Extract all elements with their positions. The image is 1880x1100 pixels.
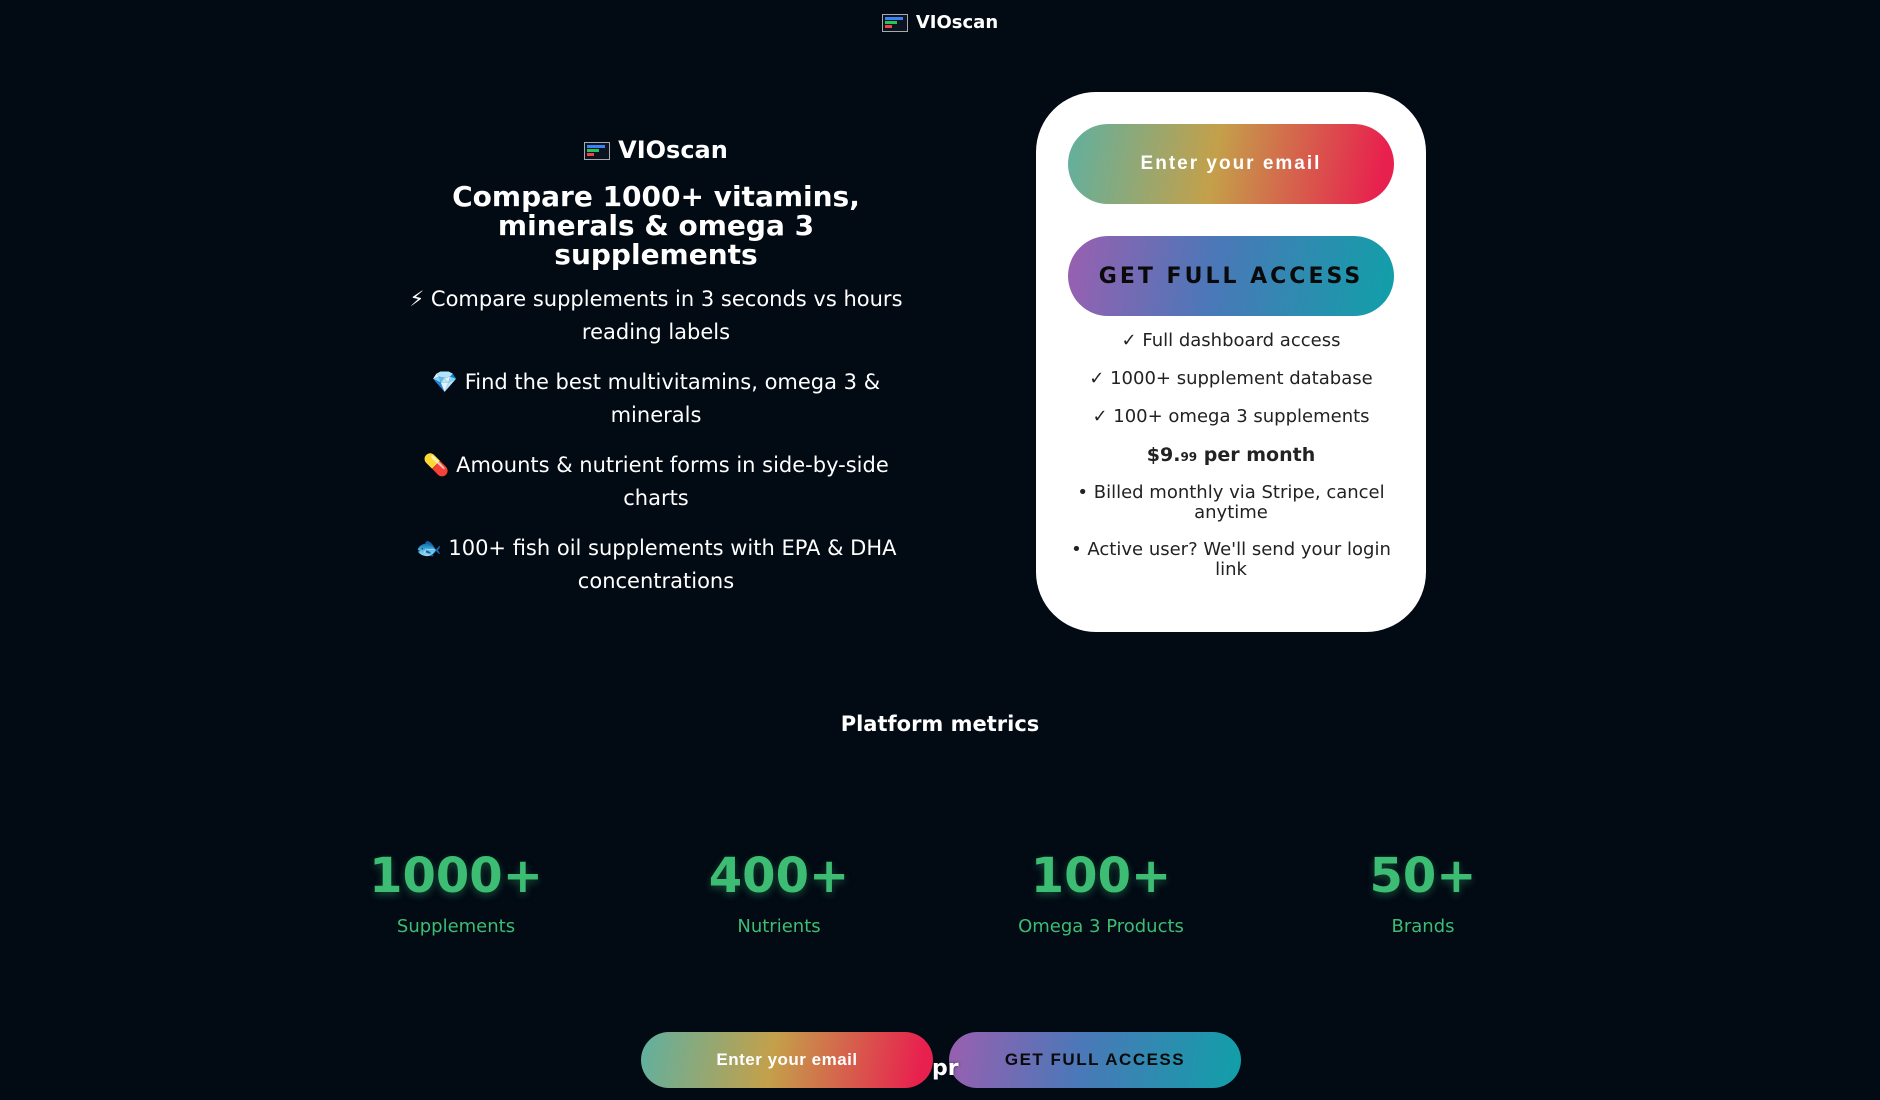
feature-text: Amounts & nutrient forms in side-by-side charts [456,453,889,510]
price [1056,444,1406,466]
metric-label: Supplements [396,916,516,937]
feature-text: Find the best multivitamins, omega 3 & minerals [464,370,881,427]
feature-text: Compare supplements in 3 seconds vs hours reading labels [430,287,903,344]
logo-icon [584,142,610,160]
hero-title [396,182,916,269]
metric-value: 50+ [1369,848,1477,904]
metric-value: 400+ [708,848,850,904]
metric-value: 1000+ [369,848,543,904]
metric-nutrients [629,848,929,937]
obscured-heading: pr [932,1056,959,1081]
metric-label: Nutrients [737,916,821,937]
signup-card [1036,92,1426,632]
feature-item [396,449,916,515]
pill-icon: 💊 [423,453,450,477]
logo-icon [882,14,908,32]
metric-label: Brands [1391,916,1455,937]
sticky-get-full-access-button[interactable]: GET FULL ACCESS [949,1032,1241,1088]
benefits-list [1056,330,1406,597]
get-full-access-button[interactable]: GET FULL ACCESS [1068,236,1394,316]
benefit-item: ✓ 1000+ supplement database [1089,368,1373,389]
price-period: per month [1203,444,1316,466]
hero-brand-name: VIOscan [618,136,728,164]
login-note: • Active user? We'll send your login link [1071,539,1391,580]
feature-text: 100+ fish oil supplements with EPA & DHA concentrations [448,536,897,593]
metric-label: Omega 3 Products [1018,916,1184,937]
fish-icon: 🐟 [415,536,442,560]
title-line-1: Compare 1000+ vitamins, [452,180,860,213]
price-main: $9. [1146,444,1181,466]
lightning-icon: ⚡ [409,287,425,311]
title-line-2: minerals & omega 3 supplements [497,209,815,271]
billing-note: • Billed monthly via Stripe, cancel anytime [1077,482,1385,523]
hero-brand [396,136,916,164]
metric-omega3 [951,848,1251,937]
top-brand[interactable] [0,12,1880,33]
feature-item [396,283,916,349]
feature-item [396,532,916,598]
benefit-item: ✓ 100+ omega 3 supplements [1092,406,1370,427]
hero-section [396,136,916,615]
feature-item [396,366,916,432]
brand-name: VIOscan [915,12,999,33]
metric-supplements [306,848,606,937]
metrics-title: Platform metrics [840,712,1040,736]
sticky-email-input[interactable]: Enter your email [641,1032,933,1088]
benefit-item: ✓ Full dashboard access [1121,330,1341,351]
email-input[interactable]: Enter your email [1068,124,1394,204]
metric-brands [1273,848,1573,937]
metric-value: 100+ [1030,848,1172,904]
price-cents: 99 [1180,450,1198,464]
gem-icon: 💎 [431,370,459,394]
